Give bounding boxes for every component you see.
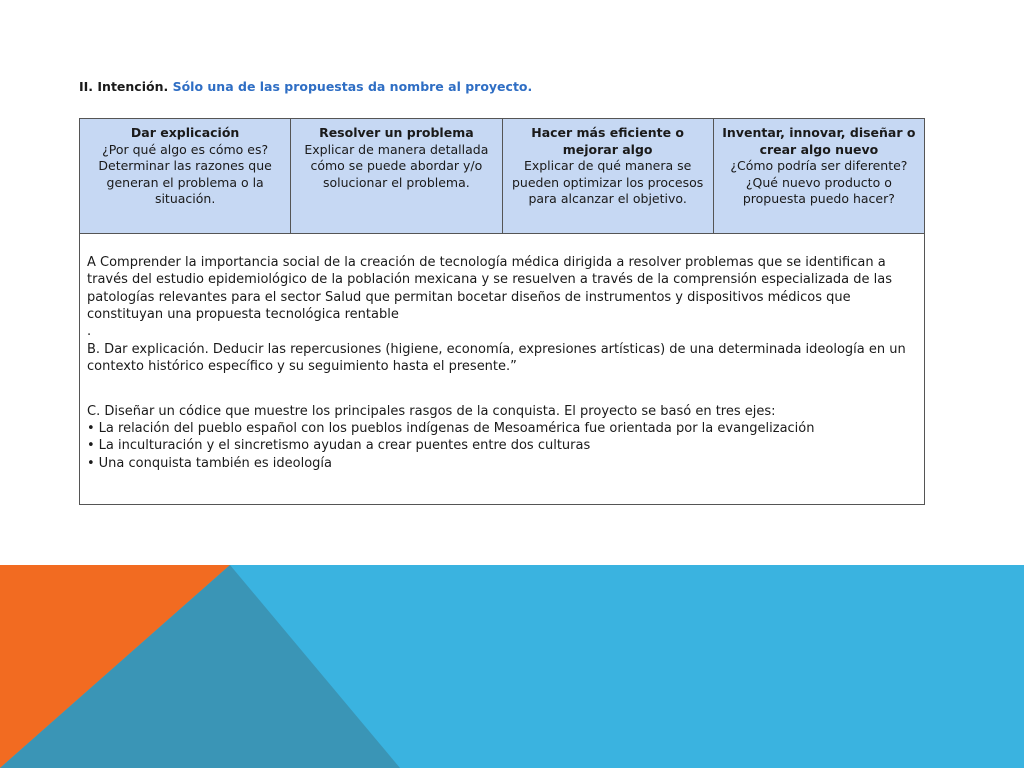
separator-dot: . — [87, 324, 92, 340]
heading-accent: Sólo una de las propuestas da nombre al proyecto. — [172, 79, 533, 94]
section-heading — [79, 79, 532, 94]
proposal-a: A Comprender la importancia social de la creación de tecnología médica dirigida a resolver problemas que se identifican a través del estudio epidemiológico de la población mexicana y se resuelven a través de la comprensión especializada de las patologías relevantes para el sector Salud que permitan bocetar diseños de instrumentos y dispositivos médicos que constituyan una propuesta tecnológica rentable — [87, 255, 892, 322]
header-cell-explain — [80, 119, 291, 233]
intention-table — [79, 118, 925, 505]
decorative-footer-band — [0, 565, 1024, 768]
list-item: • La inculturación y el sincretismo ayudan a crear puentes entre dos culturas — [87, 437, 916, 454]
header-description: Explicar de manera detallada cómo se puede abordar y/o solucionar el problema. — [304, 141, 489, 190]
header-cell-solve — [291, 119, 502, 233]
header-title: Resolver un problema — [319, 125, 474, 140]
list-item: • Una conquista también es ideología — [87, 455, 916, 472]
proposal-c: C. Diseñar un códice que muestre los principales rasgos de la conquista. El proyecto se basó en tres ejes: — [87, 403, 776, 419]
proposal-c-bullets — [87, 420, 916, 472]
table-body-cell — [80, 234, 924, 504]
header-description: ¿Cómo podría ser diferente? ¿Qué nuevo producto o propuesta puedo hacer? — [730, 158, 908, 206]
header-cell-improve — [503, 119, 714, 233]
heading-lead: II. Intención. — [79, 79, 169, 94]
header-cell-invent — [714, 119, 924, 233]
header-title: Hacer más eficiente o mejorar algo — [531, 125, 684, 157]
header-title: Inventar, innovar, diseñar o crear algo nuevo — [722, 125, 916, 157]
proposal-b: B. Dar explicación. Deducir las repercusiones (higiene, economía, expresiones artísticas) de una determinada ideología en un contexto histórico específico y su seguimiento hasta el presente.” — [87, 342, 906, 375]
header-description: ¿Por qué algo es cómo es? Determinar las razones que generan el problema o la situación. — [98, 141, 272, 206]
header-title: Dar explicación — [130, 125, 240, 140]
list-item: • La relación del pueblo español con los pueblos indígenas de Mesoamérica fue orientada por la evangelización — [87, 420, 916, 437]
table-header-row — [80, 119, 924, 234]
header-description: Explicar de qué manera se pueden optimizar los procesos para alcanzar el objetivo. — [511, 158, 704, 206]
